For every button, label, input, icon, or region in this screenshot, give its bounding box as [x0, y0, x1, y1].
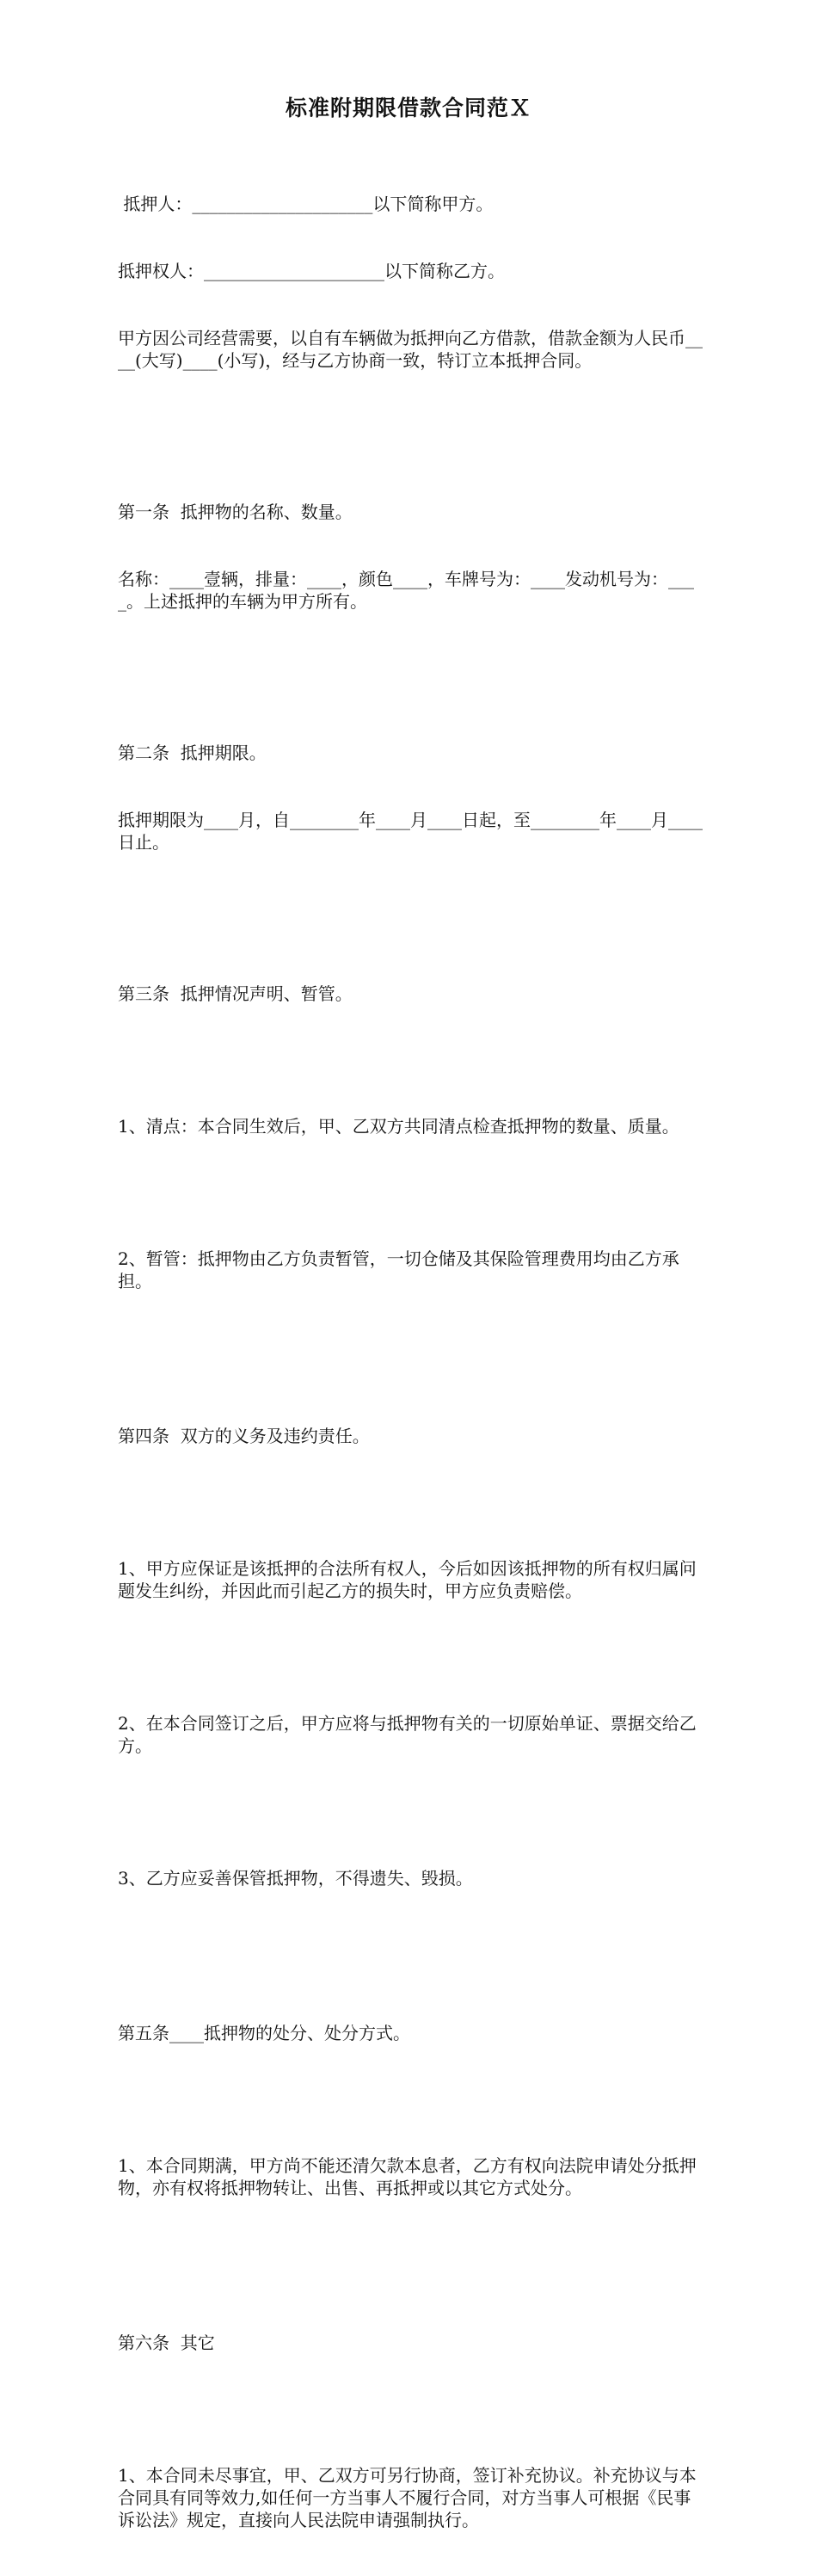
article-4-heading: 第四条 双方的义务及违约责任。 [118, 1426, 370, 1446]
pledgor-line: 抵押人：_____________________以下简称甲方。 [118, 194, 494, 214]
article-4-item: 2、在本合同签订之后，甲方应将与抵押物有关的一切原始单证、票据交给乙方。 [118, 1713, 697, 1756]
preamble-paragraph: 甲方因公司经营需要，以自有车辆做为抵押向乙方借款，借款金额为人民币____(大写)____(小写)，经与乙方协商一致，特订立本抵押合同。 [118, 328, 703, 371]
article-3-heading: 第三条 抵押情况声明、暂管。 [118, 983, 353, 1004]
article-5-heading: 第五条____抵押物的处分、处分方式。 [118, 2023, 410, 2043]
document-title: 标准附期限借款合同范Ｘ [285, 96, 531, 120]
article-6-heading: 第六条 其它 [118, 2333, 215, 2353]
pledgee-line: 抵押权人：_____________________以下简称乙方。 [118, 261, 505, 281]
article-2-text: 抵押期限为____月，自________年____月____日起，至________年____月____日止。 [118, 810, 703, 853]
article-2-heading: 第二条 抵押期限。 [118, 743, 267, 763]
article-4-item: 1、甲方应保证是该抵押的合法所有权人，今后如因该抵押物的所有权归属问题发生纠纷，并因此而引起乙方的损失时，甲方应负责赔偿。 [118, 1558, 697, 1601]
document-body [118, 148, 708, 2576]
article-1-text: 名称：____壹辆，排量：____，颜色____，车牌号为：____发动机号为：____。上述抵押的车辆为甲方所有。 [118, 569, 694, 612]
article-4-item: 3、乙方应妥善保管抵押物，不得遗失、毁损。 [118, 1868, 473, 1889]
article-3-item: 1、清点：本合同生效后，甲、乙双方共同清点检查抵押物的数量、质量。 [118, 1116, 679, 1137]
article-6-item: 1、本合同未尽事宜，甲、乙双方可另行协商，签订补充协议。补充协议与本合同具有同等效力,如任何一方当事人不履行合同，对方当事人可根据《民事诉讼法》规定，直接向人民法院申请强制执行。 [118, 2465, 697, 2530]
article-1-heading: 第一条 抵押物的名称、数量。 [118, 502, 353, 522]
article-3-item: 2、暂管：抵押物由乙方负责暂管，一切仓储及其保险管理费用均由乙方承担。 [118, 1248, 679, 1291]
article-5-item: 1、本合同期满，甲方尚不能还清欠款本息者，乙方有权向法院申请处分抵押物，亦有权将抵押物转让、出售、再抵押或以其它方式处分。 [118, 2155, 697, 2198]
